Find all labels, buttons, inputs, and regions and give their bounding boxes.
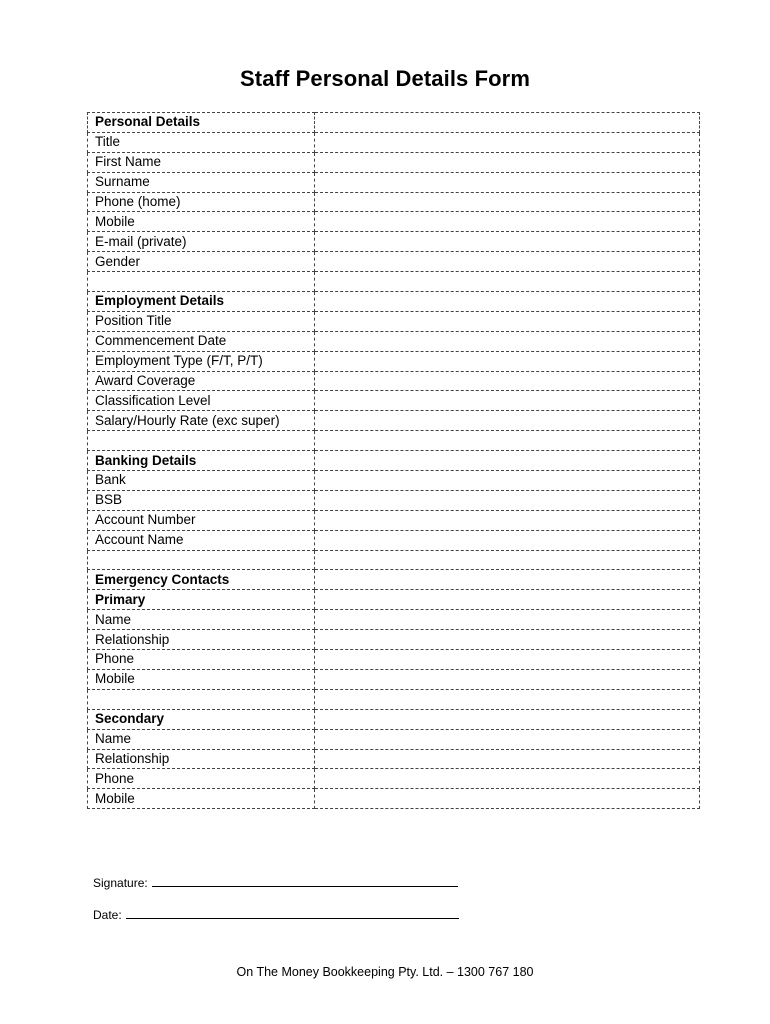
field-label — [88, 272, 315, 292]
field-label: Phone (home) — [88, 192, 315, 212]
field-value-cell — [315, 590, 700, 610]
form-row — [88, 192, 700, 212]
blank-row — [88, 272, 700, 292]
field-label: Mobile — [88, 669, 315, 689]
form-row — [88, 490, 700, 510]
field-label: Mobile — [88, 212, 315, 232]
date-line — [93, 908, 459, 922]
field-value-cell[interactable] — [315, 192, 700, 212]
form-row — [88, 650, 700, 670]
form-row — [88, 749, 700, 769]
form-row — [88, 331, 700, 351]
field-value-cell[interactable] — [315, 232, 700, 252]
form-row — [88, 789, 700, 809]
date-label: Date: — [93, 908, 122, 922]
blank-row — [88, 689, 700, 709]
field-value-cell[interactable] — [315, 371, 700, 391]
field-value-cell — [315, 292, 700, 312]
form-row — [88, 669, 700, 689]
field-label: Phone — [88, 650, 315, 670]
section-heading-row — [88, 709, 700, 729]
form-row — [88, 172, 700, 192]
field-value-cell[interactable] — [315, 510, 700, 530]
field-label: Award Coverage — [88, 371, 315, 391]
field-value-cell — [315, 272, 700, 292]
field-value-cell — [315, 451, 700, 471]
field-value-cell — [315, 709, 700, 729]
field-label: Name — [88, 610, 315, 630]
form-row — [88, 530, 700, 550]
field-label: First Name — [88, 152, 315, 172]
form-row — [88, 212, 700, 232]
field-label: Commencement Date — [88, 331, 315, 351]
field-label: BSB — [88, 490, 315, 510]
blank-row — [88, 431, 700, 451]
form-row — [88, 391, 700, 411]
date-field[interactable] — [126, 917, 459, 919]
form-row — [88, 729, 700, 749]
field-label: Title — [88, 132, 315, 152]
form-row — [88, 471, 700, 491]
section-heading-label: Banking Details — [88, 451, 315, 471]
signature-label: Signature: — [93, 876, 148, 890]
field-label: Relationship — [88, 749, 315, 769]
field-value-cell — [315, 550, 700, 570]
field-value-cell[interactable] — [315, 411, 700, 431]
field-label: Bank — [88, 471, 315, 491]
form-row — [88, 252, 700, 272]
field-label: Mobile — [88, 789, 315, 809]
field-value-cell[interactable] — [315, 252, 700, 272]
field-value-cell[interactable] — [315, 789, 700, 809]
form-row — [88, 610, 700, 630]
section-heading-label: Primary — [88, 590, 315, 610]
form-row — [88, 510, 700, 530]
blank-row — [88, 550, 700, 570]
signature-field[interactable] — [152, 885, 458, 887]
field-value-cell[interactable] — [315, 311, 700, 331]
field-value-cell[interactable] — [315, 669, 700, 689]
section-heading-row — [88, 292, 700, 312]
field-value-cell[interactable] — [315, 490, 700, 510]
field-label: Position Title — [88, 311, 315, 331]
field-value-cell[interactable] — [315, 650, 700, 670]
field-label: Name — [88, 729, 315, 749]
form-row — [88, 152, 700, 172]
field-label: Salary/Hourly Rate (exc super) — [88, 411, 315, 431]
field-value-cell[interactable] — [315, 331, 700, 351]
field-value-cell — [315, 113, 700, 133]
field-value-cell[interactable] — [315, 212, 700, 232]
field-value-cell — [315, 689, 700, 709]
section-heading-label: Emergency Contacts — [88, 570, 315, 590]
field-value-cell[interactable] — [315, 152, 700, 172]
form-row — [88, 132, 700, 152]
field-value-cell[interactable] — [315, 610, 700, 630]
form-row — [88, 411, 700, 431]
form-row — [88, 311, 700, 331]
field-value-cell[interactable] — [315, 530, 700, 550]
field-value-cell[interactable] — [315, 630, 700, 650]
form-title: Staff Personal Details Form — [240, 66, 530, 91]
field-value-cell — [315, 570, 700, 590]
field-value-cell[interactable] — [315, 172, 700, 192]
field-value-cell[interactable] — [315, 351, 700, 371]
section-heading-row — [88, 590, 700, 610]
field-label: Employment Type (F/T, P/T) — [88, 351, 315, 371]
field-label: Account Name — [88, 530, 315, 550]
section-heading-label: Secondary — [88, 709, 315, 729]
field-label: Surname — [88, 172, 315, 192]
details-table-body — [88, 113, 700, 809]
field-label: E-mail (private) — [88, 232, 315, 252]
signature-line — [93, 876, 458, 890]
field-label — [88, 689, 315, 709]
form-row — [88, 769, 700, 789]
field-value-cell — [315, 431, 700, 451]
footer-company-info: On The Money Bookkeeping Pty. Ltd. – 1300 767 180 — [236, 965, 534, 979]
field-label: Account Number — [88, 510, 315, 530]
section-heading-row — [88, 570, 700, 590]
field-value-cell[interactable] — [315, 471, 700, 491]
field-label: Gender — [88, 252, 315, 272]
field-value-cell[interactable] — [315, 729, 700, 749]
form-row — [88, 630, 700, 650]
field-value-cell[interactable] — [315, 132, 700, 152]
field-label: Relationship — [88, 630, 315, 650]
section-heading-label: Employment Details — [88, 292, 315, 312]
field-value-cell[interactable] — [315, 749, 700, 769]
field-label — [88, 431, 315, 451]
form-row — [88, 351, 700, 371]
section-heading-row — [88, 113, 700, 133]
details-table — [87, 112, 700, 809]
section-heading-row — [88, 451, 700, 471]
field-label: Classification Level — [88, 391, 315, 411]
field-value-cell[interactable] — [315, 391, 700, 411]
field-label — [88, 550, 315, 570]
form-row — [88, 371, 700, 391]
section-heading-label: Personal Details — [88, 113, 315, 133]
field-value-cell[interactable] — [315, 769, 700, 789]
field-label: Phone — [88, 769, 315, 789]
form-row — [88, 232, 700, 252]
